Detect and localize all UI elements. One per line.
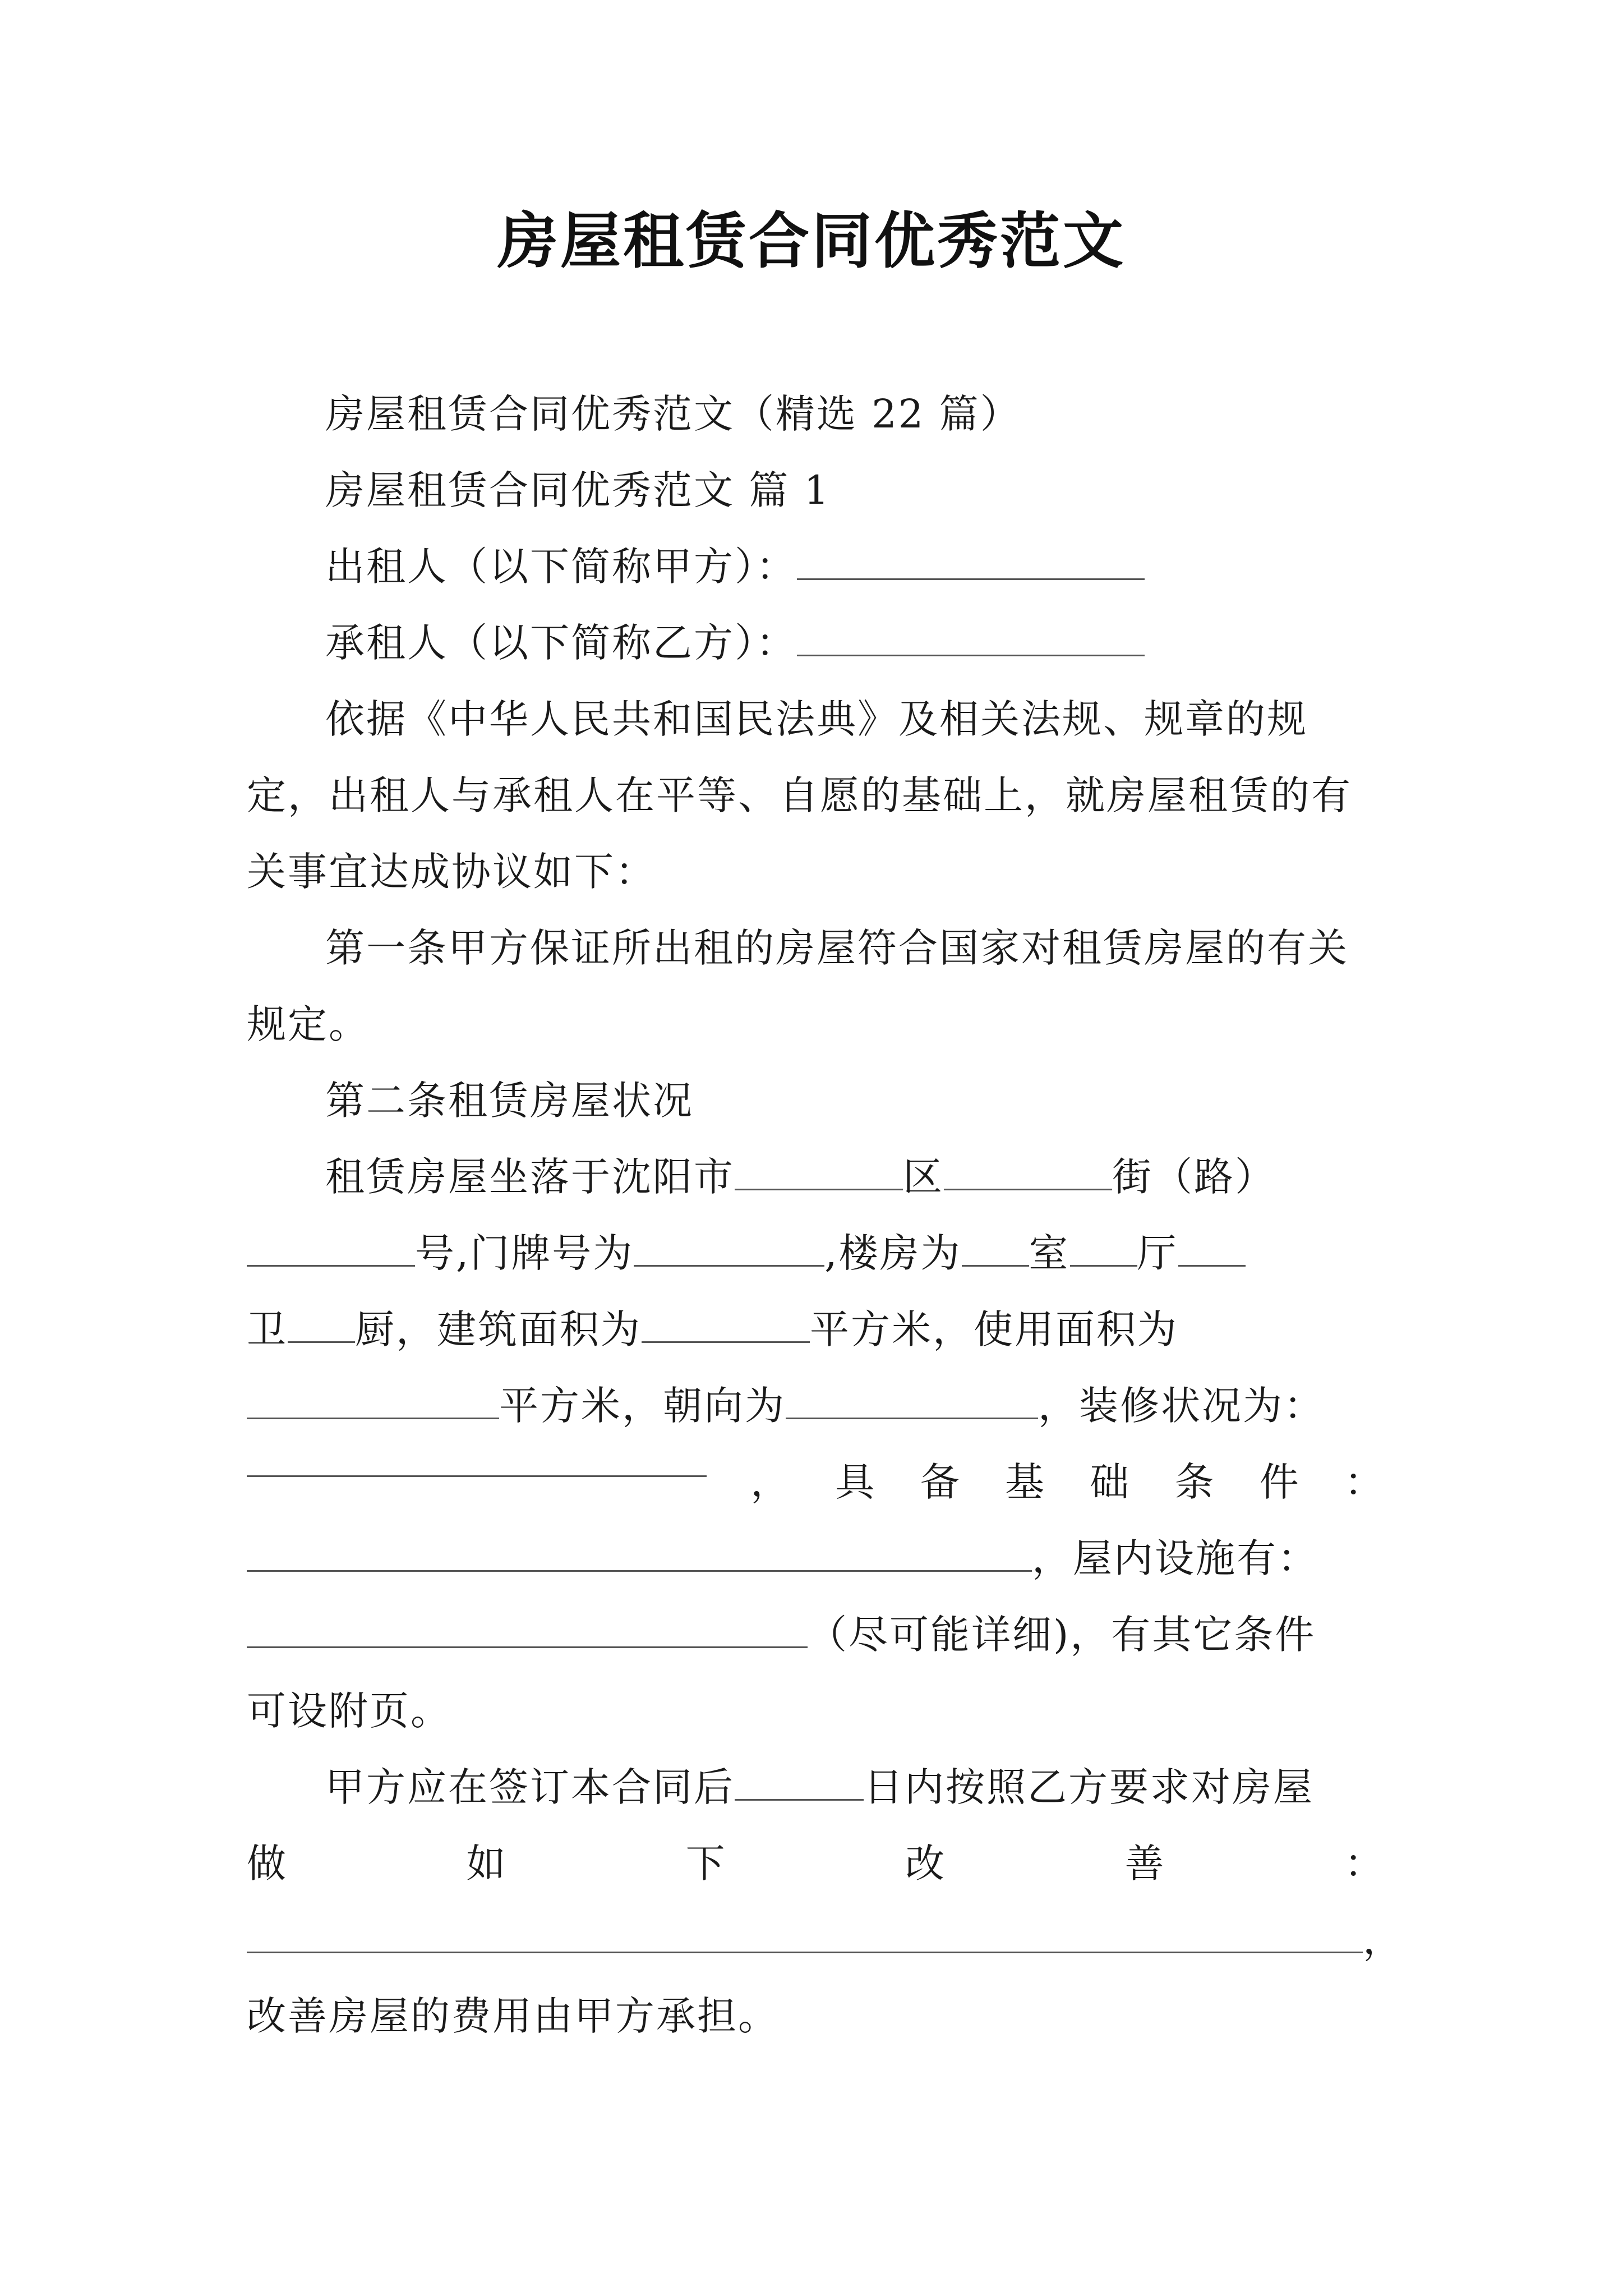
improve-line-4: [247, 1978, 1385, 2054]
improve-char: 下: [685, 1841, 727, 1887]
location-line-7: [247, 1596, 1385, 1673]
district-label: 区: [903, 1154, 944, 1200]
basic-comma: ，: [750, 1459, 792, 1505]
improvement-blank: [247, 1920, 1363, 1953]
decor-label: ，装修状况为：: [1038, 1383, 1325, 1429]
city-district-blank: [735, 1157, 903, 1190]
room-blank: [962, 1234, 1029, 1267]
document-title: 房屋租赁合同优秀范文: [497, 206, 1126, 277]
article-1-paragraph: 第一条甲方保证所出租的房屋符合国家对租赁房屋的有关规定。: [247, 925, 1349, 1047]
section-heading: 房屋租赁合同优秀范文 篇 1: [325, 467, 831, 513]
basic-char: 条: [1174, 1459, 1216, 1505]
orientation-blank: [786, 1386, 1038, 1419]
room-label: 室: [1029, 1230, 1070, 1276]
kitchen-label: 厨，建筑面积为: [355, 1306, 642, 1352]
improve-char: 善: [1124, 1841, 1166, 1887]
basic-char: 基: [1005, 1459, 1046, 1505]
basic-char: 件: [1259, 1459, 1301, 1505]
location-line-3: [247, 1291, 1385, 1368]
lessor-blank: [797, 547, 1145, 580]
improve-char: 如: [466, 1841, 508, 1887]
sqm-label-1: 平方米，使用面积为: [810, 1306, 1178, 1352]
improve-prefix: 甲方应在签订本合同后: [325, 1764, 735, 1810]
improve-days-blank: [735, 1768, 864, 1801]
location-line-4: [247, 1368, 1385, 1444]
basic-char: 础: [1090, 1459, 1131, 1505]
lessor-label: 出租人（以下简称甲方）：: [325, 544, 797, 590]
sqm-label-2: 平方米，朝向为: [499, 1383, 786, 1429]
location-prefix: 租赁房屋坐落于沈阳市: [325, 1154, 735, 1200]
improve-line-3: [247, 1902, 1404, 1978]
lessee-label: 承租人（以下简称乙方）：: [325, 620, 797, 666]
improve-line-1: [247, 1749, 1385, 1825]
location-line-8: [247, 1673, 1385, 1749]
location-line-1: [247, 1139, 1385, 1215]
improve-suffix: 日内按照乙方要求对房屋: [864, 1764, 1314, 1810]
improve-char: 做: [247, 1841, 288, 1887]
street-label: 街（路）: [1112, 1154, 1276, 1200]
number-blank: [247, 1234, 415, 1267]
improve-char: 改: [905, 1841, 947, 1887]
bath-blank: [1178, 1234, 1246, 1267]
lessee-line: [247, 605, 1385, 681]
improve-char: ：: [1344, 1841, 1385, 1887]
basic-char: 备: [920, 1459, 961, 1505]
usable-area-blank: [247, 1386, 499, 1419]
improve-line-2: [247, 1825, 1385, 1902]
attach-label: 可设附页。: [247, 1688, 451, 1734]
building-label: ,楼房为: [824, 1230, 962, 1276]
hall-label: 厅: [1137, 1230, 1178, 1276]
hall-blank: [1070, 1234, 1137, 1267]
detail-label: （尽可能详细)，有其它条件: [808, 1612, 1316, 1658]
facilities-blank: [247, 1615, 808, 1648]
basic-char: 具: [835, 1459, 877, 1505]
lessee-blank: [797, 623, 1145, 656]
kitchen-blank: [288, 1310, 355, 1343]
building-area-blank: [642, 1310, 810, 1343]
subtitle-paragraph: 房屋租赁合同优秀范文（精选 22 篇）: [325, 391, 1021, 437]
location-line-2: [247, 1215, 1385, 1291]
facilities-label: ，屋内设施有：: [1032, 1535, 1318, 1581]
document-body: [247, 376, 1404, 2054]
basic-conditions-blank: [247, 1539, 1032, 1572]
street-blank: [944, 1157, 1112, 1190]
basis-paragraph: 依据《中华人民共和国民法典》及相关法规、规章的规定，出租人与承租人在平等、自愿的基础上，就房屋租赁的有关事宜达成协议如下：: [247, 696, 1352, 895]
bath-label: 卫: [247, 1306, 288, 1352]
location-line-5: [247, 1444, 1385, 1520]
basic-char: ：: [1344, 1459, 1385, 1505]
article-2-heading: 第二条租赁房屋状况: [325, 1078, 694, 1124]
door-number-blank: [634, 1234, 824, 1267]
improve-comma: ，: [1363, 1917, 1404, 1963]
number-label: 号,门牌号为: [415, 1230, 634, 1276]
improve-cost: 改善房屋的费用由甲方承担。: [247, 1993, 779, 2039]
lessor-line: [247, 528, 1385, 605]
location-line-6: [247, 1520, 1385, 1596]
decor-blank: [247, 1444, 707, 1477]
